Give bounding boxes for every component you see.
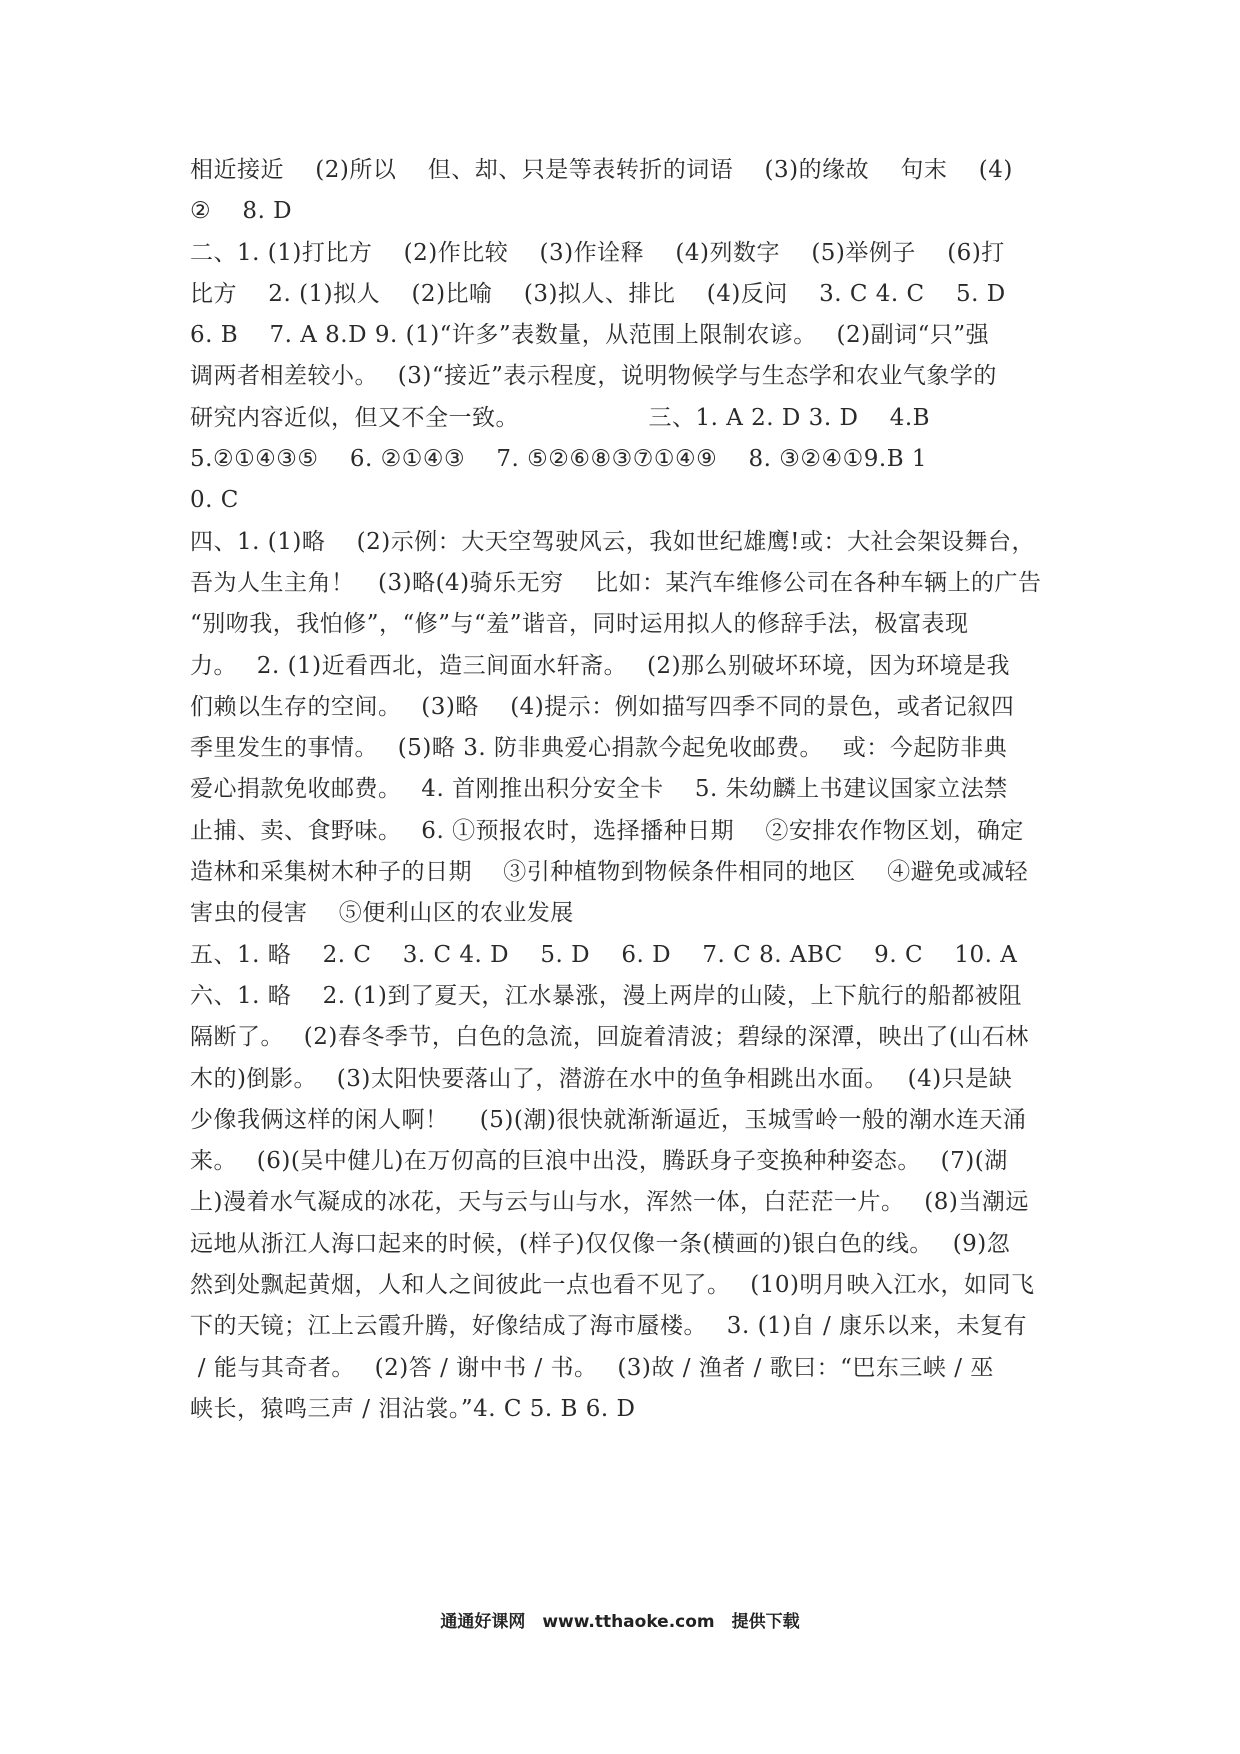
- text-line: 吾为人生主角！ (3)略(4)骑乐无穷 比如：某汽车维修公司在各种车辆上的广告: [190, 569, 1042, 596]
- text-line: 五、1. 略 2. C 3. C 4. D 5. D 6. D 7. C 8. ABC 9. C 10. A: [190, 941, 1018, 968]
- text-line: 研究内容近似，但又不全一致。 三、1. A 2. D 3. D 4.B: [190, 404, 931, 431]
- text-line: 造林和采集树木种子的日期 ③引种植物到物候条件相同的地区 ④避免或减轻: [190, 859, 1029, 886]
- text-line: 木的)倒影。 (3)太阳快要落山了，潜游在水中的鱼争相跳出水面。 (4)只是缺: [190, 1065, 1013, 1092]
- text-line: / 能与其奇者。 (2)答 / 谢中书 / 书。 (3)故 / 渔者 / 歌曰：“巴东三峡 / 巫: [190, 1354, 994, 1381]
- text-line: “别吻我，我怕修”，“修”与“羞”谐音，同时运用拟人的修辞手法，极富表现: [190, 611, 969, 638]
- text-line: 来。 (6)(吴中健儿)在万仞高的巨浪中出没，腾跃身子变换种种姿态。 (7)(湖: [190, 1148, 1008, 1175]
- text-line: 隔断了。 (2)春冬季节，白色的急流，回旋着清波；碧绿的深潭，映出了(山石林: [190, 1024, 1029, 1051]
- text-line: 6. B 7. A 8.D 9. (1)“许多”表数量，从范围上限制农谚。 (2)副词“只”强: [190, 322, 990, 349]
- footer-source-note: 通通好课网 www.tthaoke.com 提供下载: [440, 1612, 800, 1632]
- text-line: 然到处飘起黄烟，人和人之间彼此一点也看不见了。 (10)明月映入江水，如同飞: [190, 1272, 1035, 1299]
- text-line: 四、1. (1)略 (2)示例：大天空驾驶风云，我如世纪雄鹰!或：大社会架设舞台，: [190, 528, 1035, 555]
- text-line: 们赖以生存的空间。 (3)略 (4)提示：例如描写四季不同的景色，或者记叙四: [190, 693, 1015, 720]
- text-line: 下的天镜；江上云霞升腾，好像结成了海市蜃楼。 3. (1)自 / 康乐以来，未复有: [190, 1313, 1028, 1340]
- text-line: 调两者相差较小。 (3)“接近”表示程度，说明物候学与生态学和农业气象学的: [190, 363, 997, 390]
- text-line: ② 8. D: [190, 198, 293, 225]
- text-line: 5.②①④③⑤ 6. ②①④③ 7. ⑤②⑥⑧③⑦①④⑨ 8. ③②④①9.B 1: [190, 446, 928, 473]
- text-line: 爱心捐款免收邮费。 4. 首刚推出积分安全卡 5. 朱幼麟上书建议国家立法禁: [190, 776, 1008, 803]
- text-line: 力。 2. (1)近看西北，造三间面水轩斋。 (2)那么别破坏环境，因为环境是我: [190, 652, 1011, 679]
- text-line: 比方 2. (1)拟人 (2)比喻 (3)拟人、排比 (4)反问 3. C 4. C 5. D: [190, 280, 1006, 307]
- text-line: 0. C: [190, 487, 239, 514]
- text-line: 相近接近 (2)所以 但、却、只是等表转折的词语 (3)的缘故 句末 (4): [190, 157, 1013, 183]
- text-line: 少像我俩这样的闲人啊！ (5)(潮)很快就渐渐逼近，玉城雪岭一般的潮水连天涌: [190, 1106, 1027, 1133]
- text-line: 害虫的侵害 ⑤便利山区的农业发展: [190, 900, 574, 927]
- text-line: 六、1. 略 2. (1)到了夏天，江水暴涨，漫上两岸的山陵，上下航行的船都被阻: [190, 982, 1022, 1009]
- text-line: 上)漫着水气凝成的冰花，天与云与山与水，浑然一体，白茫茫一片。 (8)当潮远: [190, 1189, 1029, 1216]
- text-line: 二、1. (1)打比方 (2)作比较 (3)作诠释 (4)列数字 (5)举例子 (6)打: [190, 239, 1005, 266]
- text-line: 止捕、卖、食野味。 6. ①预报农时，选择播种日期 ②安排农作物区划，确定: [190, 817, 1024, 844]
- text-line: 季里发生的事情。 (5)略 3. 防非典爱心捐款今起免收邮费。 或：今起防非典: [190, 735, 1008, 762]
- answer-key-body: [190, 150, 1050, 1430]
- text-line: 峡长，猿鸣三声 / 泪沾裳。”4. C 5. B 6. D: [190, 1395, 636, 1422]
- text-line: 远地从浙江人海口起来的时候，(样子)仅仅像一条(横画的)银白色的线。 (9)忽: [190, 1230, 1011, 1257]
